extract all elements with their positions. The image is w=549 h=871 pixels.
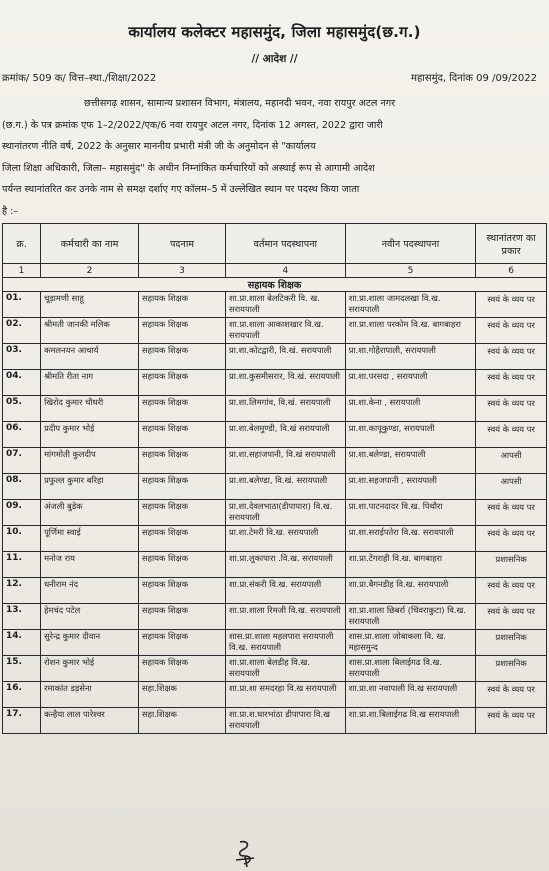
body-line: स्थानांतरण नीति वर्ष, 2022 के अनुसार माननीय प्रभारी मंत्री जी के अनुमोदन से "कार्यालय [2,141,316,152]
reference-number: क्रमांक/ 509 क/ वित्त–स्था./शिक्षा/2022 [2,73,157,84]
current-posting: शा.प्रा.शाला बेलडीह वि.ख. सरायपाली [226,656,346,682]
row-number: 13. [3,604,41,630]
new-posting: प्रा.शा.परसदा , सरायपाली [345,370,476,396]
row-number: 03. [3,344,41,370]
employee-name: मनोज राय [41,552,139,578]
transfer-type: स्वयं के व्यय पर [476,526,547,552]
table-row [3,292,547,318]
designation: सहा.शिक्षक [138,682,225,708]
table-row [3,474,547,500]
transfer-table [2,223,547,734]
col-number: 2 [41,264,139,278]
row-number: 04. [3,370,41,396]
row-number: 08. [3,474,41,500]
new-posting: शा.प्रा.बैगनडीह वि.ख. सरायपाली [345,578,476,604]
row-number: 12. [3,578,41,604]
new-posting: प्रा.शा.सराईपतेरा वि.ख. सरायपाली [345,526,476,552]
row-number: 02. [3,318,41,344]
col-header-type: स्थानांतरण का प्रकार [476,224,547,264]
row-number: 09. [3,500,41,526]
new-posting: प्रा.शा.सहजपानी , सरायपाली [345,474,476,500]
transfer-type: स्वयं के व्यय पर [476,318,547,344]
transfer-type: स्वयं के व्यय पर [476,604,547,630]
table-row [3,526,547,552]
new-posting: शा.प्रा.शाला छिबर्रा (चिंवराकुटा) वि.ख. सरायपाली [345,604,476,630]
employee-name: कन्हैया लाल पारेश्वर [41,708,139,734]
employee-name: हेमचंद पटेल [41,604,139,630]
transfer-type: स्वयं के व्यय पर [476,292,547,318]
current-posting: प्रा.शा.कोटद्वारी, वि.खं. सरायपाली [226,344,346,370]
section-label: सहायक शिक्षक [3,278,547,292]
transfer-type: स्वयं के व्यय पर [476,422,547,448]
col-number: 5 [345,264,476,278]
designation: सहायक शिक्षक [138,370,225,396]
transfer-type: स्वयं के व्यय पर [476,500,547,526]
new-posting: शा.प्रा.शाला जामदलखा वि.ख. सरायपाली [345,292,476,318]
table-header-row [3,224,547,264]
table-row [3,500,547,526]
body-line: है :– [2,205,19,217]
row-number: 07. [3,448,41,474]
new-posting: शा.प्रा.टेंगराही वि.ख. बागबाहरा [345,552,476,578]
employee-name: रमाकांत डड़सेना [41,682,139,708]
col-header-name: कर्मचारी का नाम [41,224,139,264]
col-number: 6 [476,264,547,278]
designation: सहायक शिक्षक [138,500,225,526]
column-number-row [3,264,547,278]
designation: सहायक शिक्षक [138,552,225,578]
col-header-current: वर्तमान पदस्थापना [226,224,346,264]
current-posting: शा.प्रा.शाला रिमजी वि.ख. सरायपाली [226,604,346,630]
row-number: 10. [3,526,41,552]
designation: सहायक शिक्षक [138,474,225,500]
employee-name: प्रफुल्ल कुमार बरिहा [41,474,139,500]
designation: सहायक शिक्षक [138,292,225,318]
table-row [3,396,547,422]
new-posting: प्रा.शा.पाटनदादर वि.ख. पिथौरा [345,500,476,526]
current-posting: प्रा.शा.टेमरी वि.ख. सरायपाली [226,526,346,552]
current-posting: शा.प्रा.शा समदरहा वि.ख सरायपाली [226,682,346,708]
transfer-type: प्रशासनिक [476,630,547,656]
col-number: 1 [3,264,41,278]
designation: सहायक शिक्षक [138,630,225,656]
transfer-type: आपसी [476,474,547,500]
transfer-type: प्रशासनिक [476,552,547,578]
table-row [3,708,547,734]
designation: सहायक शिक्षक [138,604,225,630]
current-posting: शा.प्रा.संकरी वि.ख. सरायपाली [226,578,346,604]
table-row [3,682,547,708]
table-row [3,370,547,396]
table-row [3,578,547,604]
transfer-type: स्वयं के व्यय पर [476,708,547,734]
order-date: महासमुंद, दिनांक 09 /09/2022 [410,73,537,84]
table-row [3,344,547,370]
new-posting: शा.प्रा.शा.बिलाईगढ वि.ख सरायपाली [345,708,476,734]
transfer-type: स्वयं के व्यय पर [476,396,547,422]
office-title: कार्यालय कलेक्टर महासमुंद, जिला महासमुंद(छ.ग.) [128,23,421,41]
body-line: पर्यन्त स्थानांतरित कर उनके नाम से समक्ष दर्शाए गए कॉलम–5 में उल्लेखित स्थान पर पदस्थ किया जाता [2,184,360,195]
order-label: // आदेश // [251,53,298,65]
new-posting: प्रा.शा.गोहैरापाली, सरायपाली [345,344,476,370]
designation: सहायक शिक्षक [138,448,225,474]
employee-name: श्रीमति रीता नाग [41,370,139,396]
table-row [3,448,547,474]
designation: सहायक शिक्षक [138,578,225,604]
new-posting: प्रा.शा.केना , सरायपाली [345,396,476,422]
new-posting: शास.प्रा.शाला बिलाईगढ वि.ख. सरायपाली [345,656,476,682]
transfer-type: आपसी [476,448,547,474]
employee-name: चूड़ामणी साहू [41,292,139,318]
row-number: 14. [3,630,41,656]
current-posting: शास.प्रा.शाला महलपारा सरायपाली वि.ख. सरायपाली [226,630,346,656]
employee-name: प्रदीप कुमार भोई [41,422,139,448]
current-posting: प्रा.शा.लिमगांव, वि.खं. सरायपाली [226,396,346,422]
row-number: 16. [3,682,41,708]
current-posting: प्रा.शा.बेलमुण्डी, वि.खं सरायपाली [226,422,346,448]
col-header-new: नवीन पदस्थापना [345,224,476,264]
table-row [3,422,547,448]
body-line: छत्तीसगढ़ शासन, सामान्य प्रशासन विभाग, मंत्रालय, महानदी भवन, नवा रायपुर अटल नगर [84,98,396,109]
row-number: 17. [3,708,41,734]
new-posting: प्रा.शा.बलेण्डा, सरायपाली [345,448,476,474]
row-number: 15. [3,656,41,682]
current-posting: शा.प्रा.शाला आकाशखार वि.ख. सरायपाली [226,318,346,344]
table-row [3,318,547,344]
employee-name: पूर्णिमा स्वाई [41,526,139,552]
current-posting: प्रा.शा.कुसमीसरार, वि.खं. सरायपाली [226,370,346,396]
transfer-type: स्वयं के व्यय पर [476,370,547,396]
order-body [0,93,549,222]
current-posting: प्रा.शा.बलेण्डा, वि.खं. सरायपाली [226,474,346,500]
current-posting: प्रा.शा.देवलभाठा(डीपापारा) वि.ख. सरायपाली [226,500,346,526]
body-line: (छ.ग.) के पत्र क्रमांक एफ 1–2/2022/एक/6 नवा रायपुर अटल नगर, दिनांक 12 अगस्त, 2022 द्वारा जारी [2,119,383,131]
col-number: 4 [226,264,346,278]
designation: सहायक शिक्षक [138,422,225,448]
current-posting: शा.प्रा.श.घारभांठा डीपापारा वि.ख सरायपाली [226,708,346,734]
transfer-type: स्वयं के व्यय पर [476,578,547,604]
employee-name: रोशन कुमार भोई [41,656,139,682]
row-number: 11. [3,552,41,578]
row-number: 06. [3,422,41,448]
col-number: 3 [138,264,225,278]
employee-name: श्रीमती जानकी मलिक [41,318,139,344]
transfer-type: स्वयं के व्यय पर [476,682,547,708]
employee-name: अंजली बुडेक [41,500,139,526]
current-posting: प्रा.शा.सहाजपानी, वि.खं सरायपाली [226,448,346,474]
designation: सहायक शिक्षक [138,656,225,682]
table-row [3,630,547,656]
table-row [3,656,547,682]
employee-name: धनीराम नंद [41,578,139,604]
employee-name: सुरेन्द्र कुमार दीवान [41,630,139,656]
designation: सहा.शिक्षक [138,708,225,734]
row-number: 01. [3,292,41,318]
new-posting: शा.प्रा.शा नवापाली वि.ख सरायपाली [345,682,476,708]
employee-name: खिरोद कुमार चौधरी [41,396,139,422]
section-row [3,278,547,292]
designation: सहायक शिक्षक [138,344,225,370]
col-header-post: पदनाम [138,224,225,264]
transfer-type: प्रशासनिक [476,656,547,682]
body-line: जिला शिक्षा अधिकारी, जिला– महासमुंद" के अधीन निम्नांकित कर्मचारियों को अस्थाई रूप से आगामी आदेश [2,162,375,174]
employee-name: मांगमोती कुलदीप [41,448,139,474]
new-posting: शा.प्रा.शाला परकोम वि.ख. बागबाहरा [345,318,476,344]
designation: सहायक शिक्षक [138,318,225,344]
employee-name: कमलनयन आचार्य [41,344,139,370]
new-posting: शास.प्रा.शाला जोबाकला वि. ख. महासमुन्द [345,630,476,656]
designation: सहायक शिक्षक [138,396,225,422]
table-row [3,552,547,578]
transfer-type: स्वयं के व्यय पर [476,344,547,370]
new-posting: प्रा.शा.कापूकुण्डा, सरायपाली [345,422,476,448]
designation: सहायक शिक्षक [138,526,225,552]
signature-mark [232,838,258,868]
col-header-no: क्र. [3,224,41,264]
current-posting: शा.प्रा.शाला बेलटिकरी वि. ख. सरायपाली [226,292,346,318]
table-row [3,604,547,630]
row-number: 05. [3,396,41,422]
current-posting: शा.प्रा.लुकापारा .वि.ख. सरायपाली [226,552,346,578]
